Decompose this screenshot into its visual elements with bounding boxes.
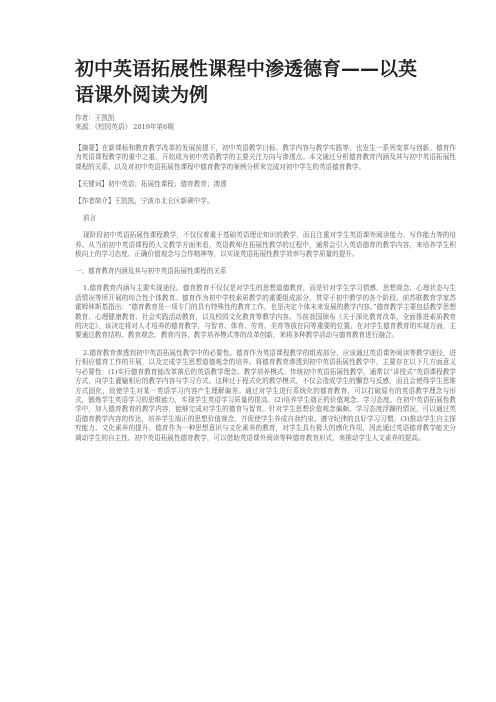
paragraph-2: 2.德育教育渗透到初中英语拓展性教学中的必要性。德育作为英语课程教学的组成部分，应该通过英语课外阅读等教学途径，进行相应德育工作的开展，以及完成学生思想道德观念的培养。将德育教育渗透到初中英语拓展性教学中，主要存在以下几方面意义与必要性：(1)实行德育教育能改革落后的英语教学理念、教学培养模式。传统初中英语拓展性教学，通常以“讲授式”英语课程教学方式，向学生灌输相应的教学内容与学习方式。这种过于程式化的教学模式，不仅会造成学生的懈怠与反感，而且会使得学生思维方式固化，致使学生对某一英语学习内容产生理解偏差。通过对学生进行系统化的德育教育，可以打破原有的英语教学理念与形式，锻炼学生英语学习的思维能力，实现学生英语学习质量的提高。(2)培养学生端正的价值观念、学习态度。在初中英语拓展性教学中，加入德育教育的教学内容，能够完成对学生的德育与智育。针对学生思想价值观念偏颇、学习态度浮躁的情况，可以通过英语德育教学内容的传达，培养学生端正的思想价值观念，并促使学生养成自我约束、遵守纪律的良好学习习惯。(3)推动学生自主探究能力、文化素养的提升。德育作为一种思想意识与文化素养的教育，对学生具有极大的感化作用，因此通过英语德育教学能充分调动学生的自主性。初中英语拓展性德育教学，可以借助英语课外阅读等种德育教育形式，来推动学生人文素养的提高。 <box>75 348 456 442</box>
paragraph-1: 1.德育教育内涵与主要实现途径。德育教育不仅仅是对学生的思想道德教育，而是针对学生学习情感、思想观念、心理状态与生活情况等所开展的综合性个体教育。德育作为初中学校素质教学的重要组成部分，贯穿于初中教学的各个阶段。前苏联教育学家苏霍姆林斯基指出：“德育教育是一项专门的具有特殊性的教育工作，也是决定个体未来发展的教学内容。”德育教学主要包括教学思想教育、心理健康教育、社会实践活动教育，以及校园文化教育等教学内容。当前我国颁布《关于深化教育改革，全面推进素质教育的决定》，该决定将对人才培养的德育教学，与智育、体育、劳育、美育等放在同等重要的位置。在对学生德育教育的实现方面，主要通过教育结构、教育观念、教育内容、教学培养模式等的改革创新，来将多种教学活动与德育教育进行融合。 <box>75 284 456 340</box>
author-line: 作者：王凯凯 <box>75 114 115 122</box>
abstract: 【摘要】在新课标和教育教学改革的发展前提下，初中英语教学目标、教学内容与教学实践等，也发生一系列变革与创新。德育作为英语课程教学的重中之重，开始成为初中英语教学的主要关注方向与渗透点。本文通过分析德育教育内涵及其与初中英语拓展性课程的关系，以及对初中英语拓展性课程中德育教学的案例分析来完成对初中学生的英语德育教学。 <box>75 144 456 171</box>
author-intro: 【作者简介】王凯凯，宁波市北仑区新碶中学。 <box>75 197 214 206</box>
section-1-heading: 一、德育教育内涵及其与初中英语拓展性课程的关系 <box>75 267 227 276</box>
keywords: 【关键词】初中英语；拓展性课程；德育教育；渗透 <box>75 180 227 189</box>
article-title: 初中英语拓展性课程中渗透德育——以英语课外阅读为例 <box>75 58 418 106</box>
foreword-paragraph: 现阶段初中英语拓展性课程教学，不仅仅着重于基础英语理论知识的教学，而且注重对学生英语课外阅读能力、写作能力等的培养。从当前初中英语课程的人文教学方面来看，英语教师在拓展性教学的过程中，通常会引入英语德育的教学内容，来培养学生积极向上的学习态度、正确价值观念与合作精神等，以实现英语拓展性教学效率与教学质量的提升。 <box>75 231 456 259</box>
foreword-heading: 前言 <box>83 214 97 223</box>
source-line: 来源：《校园英语》 2019年第6期 <box>75 123 174 131</box>
